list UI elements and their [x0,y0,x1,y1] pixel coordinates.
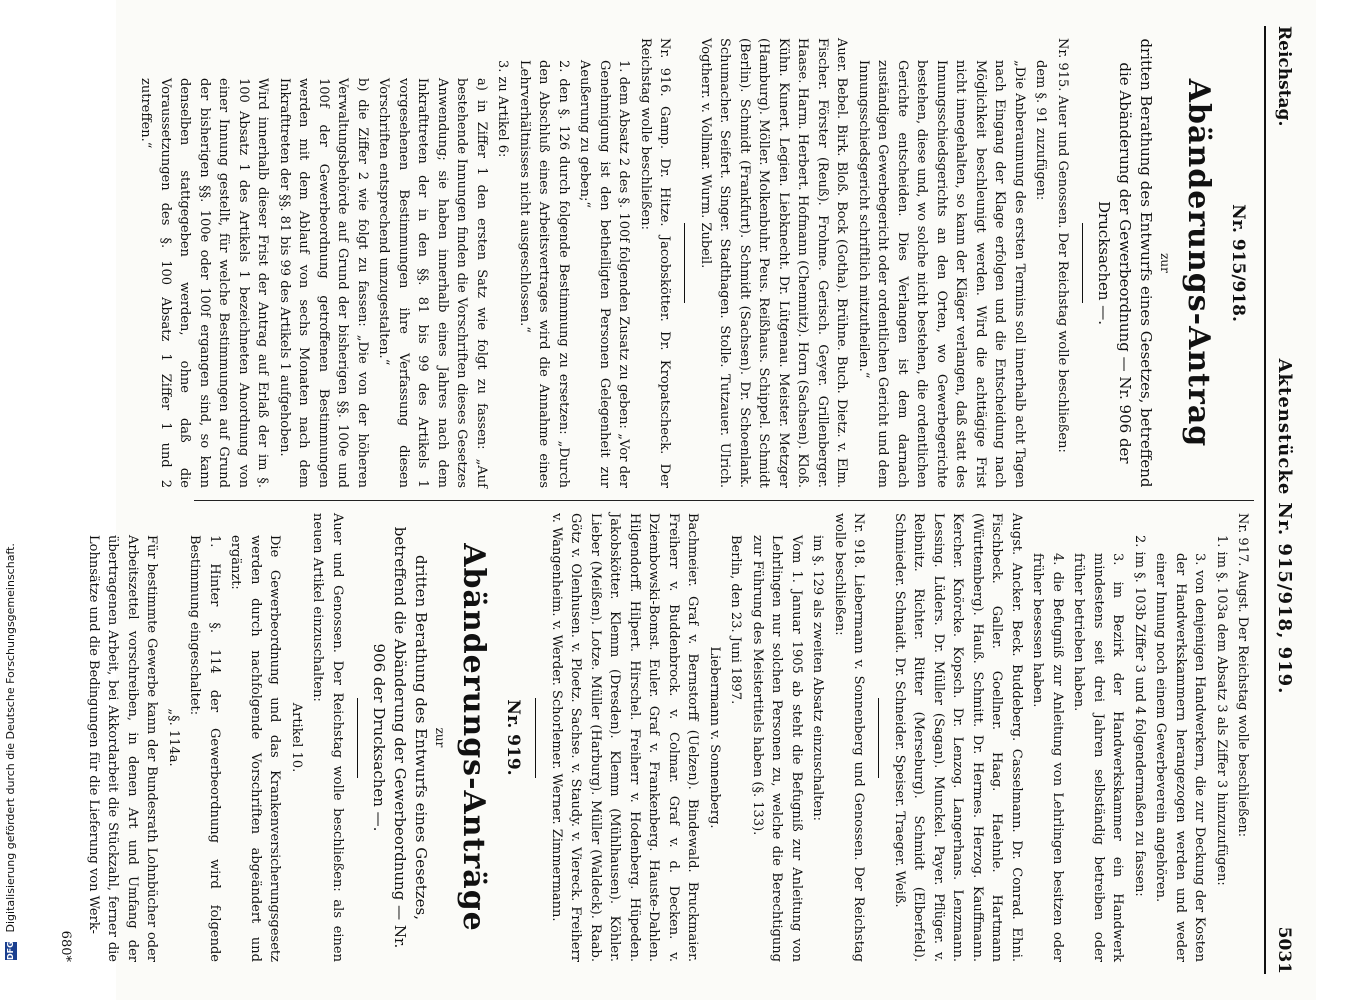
nr916-item-3b-continued: Wird innerhalb dieser Frist der Antrag auf Erlaß der im §. 100 Absatz 1 des Artikels 1 bezeichneten Anordnung von einer Innung gestellt, für welche Bestimmungen auf Grund der bisherigen §§. 100e oder 100f ergangen sind, so kann denselben stattgegeben werden, ohne daß die Voraussetzungen des §. 100 Absatz 1 Ziffer 1 und 2 zutreffen.“ [138,78,271,488]
digitization-footer [0,0,22,1000]
nr919-subtitle: dritten Berathung des Entwurfs eines Gesetzes, betreffend die Abänderung der Gewerbeordnung — Nr. 906 der Drucksachen —. [370,526,430,949]
divider [1082,223,1083,303]
nr915-para: dem §. 91 zuzufügen: [1033,60,1049,201]
nr917-item-1-quote: 3. von denjenigen Handwerkern, die zur Deckung der Kosten der Handwerkskammern herangezogen werden und weder einer Innung noch einem Gewerbeverein angehören. [1153,553,1208,962]
nr916-item-3a: a) in Ziffer 1 den ersten Satz wie folgt zu fassen: „Auf bestehende Innungen finden die Vorschriften dieses Gesetzes Anwendung; sie haben innerhalb eines Jahres nach dem Inkrafttreten der in den §§. 81 bis 99 des Artikels 1 vorgesehenen Bestimmungen ihre Verfassung diesen Vorschriften entsprechend umzugestalten.“ [376,78,489,488]
sheet-number: 680* [58,930,74,962]
section-title: Abänderungs-Antrag [1181,78,1216,448]
nr916-item-3b: b) die Ziffer 2 wie folgt zu fassen: „Die von der höheren Verwaltungsbehörde auf Grund der bisherigen §§. 100e und 100f der Gewerbeordnung getroffenen Bestimmungen werden mit dem Ablauf von sechs Monaten nach dem Inkrafttreten der §§. 81 bis 99 des Artikels 1 aufgehoben. [277,78,370,488]
nr919-zur: zur [433,727,447,748]
running-head-center: Aktenstücke Nr. 915/918, 919. [1274,358,1295,695]
scanned-page [58,0,1316,1000]
nr918-date: Berlin, den 23. Juni 1897. [728,535,744,705]
nr919-article-para: Die Gewerbeordnung und das Krankenversicherungsgesetz werden durch nachfolgende Vorschriften abgeändert und ergänzt: [228,535,283,962]
nr915-intro: Nr. 915. Auer und Genossen. Der Reichstag wolle beschließen: [1055,38,1070,453]
nr919-title: Abänderungs-Anträge [456,543,491,932]
dfg-logo-icon: DFG [6,941,15,960]
nr919-intro: Auer und Genossen. Der Reichstag wolle beschließen: als einen neuen Artikel einzuschalten: [310,513,345,962]
nr917-item-2: 2. im §. 103b Ziffer 3 und 4 folgendermaßen zu fassen: [1132,535,1147,897]
nr917-signatories: Augst. Ancker. Beck. Buddeberg. Casselmann. Dr. Conrad. Ehni. Fischbeck. Galler. Goellner. Haag. Haehnle. Hartmann (Württemberg). Hauß. Schmitt. Dr. Hermes. Herzog. Kauffmann. Kercher. Knörcke. Kopsch. Dr. Lenzog. Langerhans. Lenzmann. Lessing. Lüders. Dr. Müller (Sagan). Munckel. Payer. Pflüger. v. Reibnitz. Richter. Ritter (Merseburg). Schmidt (Elberfeld). Schmieder. Schnaidt. Dr. Schneider. Speiser. Traeger. Weiß. [892,513,1024,962]
nr918-para: im §. 129 als zweiten Absatz einzuschalten: [810,535,826,821]
nr919-item-1: 1. Hinter §. 114 der Gewerbeordnung wird folgende Bestimmung eingeschaltet: [187,535,222,962]
nr919-number: Nr. 919. [503,699,524,776]
section-subtitle: dritten Berathung des Entwurfs eines Gesetzes, betreffend die Abänderung der Gewerbeordnung — Nr. 906 der Drucksachen —. [1095,38,1155,488]
two-column-body [58,26,1255,974]
divider [357,698,358,778]
right-column [58,500,1255,974]
section-number: Nr. 915/918. [1228,204,1249,322]
nr916-item-2: 2. den §. 126 durch folgende Bestimmung zu ersetzen: „Durch den Abschluß eines Arbeitsvertrages wird die Annahme eines Lehrverhältnisses nicht ausgeschlossen.“ [517,60,571,488]
nr915-signatories: Auer. Bebel. Birk. Bloß. Bock (Gotha). Brühne. Buch. Dietz. v. Elm. Fischer. Förster (Reuß). Frohme. Gerisch. Geyer. Grillenberger. Haase. Harm. Herbert. Hofmann (Chemnitz). Horn (Sachsen). Kloß. Kühn. Kunert. Legien. Liebknecht. Dr. Lütgenau. Meister. Metzger (Hamburg). Möller. Molkenbuhr. Peus. Reißhaus. Schippel. Schmidt (Berlin). Schmidt (Frankfurt). Schmidt (Sachsen). Dr. Schoenlank. Schumacher. Seifert. Singer. Stadthagen. Stolle. Tutzauer. Ulrich. Vogtherr. v. Vollmar. Wurm. Zubeil. [698,38,850,488]
divider [685,223,686,303]
divider [536,698,537,778]
running-head [1265,26,1299,974]
nr917-item-2-4: 4. die Befugniß zur Anleitung von Lehrlingen besitzen oder früher besessen haben. [1030,553,1065,962]
nr916-intro: Nr. 916. Gamp. Dr. Hitze. Jacobskötter. Dr. Kropatscheck. Der Reichstag wolle beschließen: [638,38,673,488]
nr917-item-1: 1. im §. 103a dem Absatz 3 als Ziffer 3 hinzuzufügen: [1214,535,1229,886]
running-head-page: 5031 [1274,926,1294,974]
nr918-quote: Vom 1. Januar 1905 ab steht die Befugniß zur Anleitung von Lehrlingen nur solchen Personen zu, welche die Berechtigung zur Führung des Meistertitels haben (§. 133). [750,535,804,962]
nr915-quote: „Die Anberaumung des ersten Termins soll innerhalb acht Tagen nach Eingang der Klage erfolgen und die Entscheidung nach Möglichkeit beschleunigt werden. Wird die achttägige Frist nicht innegehalten, so kann der Kläger verlangen, daß statt des Innungsschiedsgerichts an den Orten, wo Gewerbegerichte bestehen, diese und, wo solche nicht bestehen, die ordentlichen Gerichte entscheiden. Dies Verlangen ist dem darnach zuständigen Gewerbegericht oder ordentlichen Gericht und dem Innungsschiedsgericht schriftlich mitzutheilen.“ [856,60,1027,488]
nr917-intro: Nr. 917. Augst. Der Reichstag wolle beschließen: [1235,513,1251,838]
nr918-signatories: Bachmeier. Graf v. Bernstorff (Uelzen). Bindewald. Bruckmaier. Freiherr v. Buddenbrock. v. Colmar. Graf v. d. Decken. v. Dziembowski-Bomst. Euler. Graf v. Frankenberg. Hauste-Dahlen. Hilgendorff. Hilpert. Hirschel. Freiherr v. Hodenberg. Hüpeden. Jakobskötter. Klemm (Dresden). Klemm (Mühlhausen). Köhler. Lieber (Meißen). Lotze. Müller (Harburg). Müller (Waldeck). Raab. Götz v. Olenhusen. v. Ploetz. Sachse. v. Staudy. v. Viereck. Freiherr v. Wangenheim. v. Werder. Schorlemer. Werner. Zimmermann. [549,513,701,962]
section-zur: zur [1158,253,1172,273]
nr918-intro: Nr. 918. Liebermann v. Sonnenberg und Genossen. Der Reichstag wolle beschließen: [832,513,867,962]
running-head-left: Reichstag. [1274,26,1294,127]
rotated-page-content [58,0,1316,1000]
nr916-item-3: 3. zu Artikel 6: [495,60,511,158]
nr919-article: Artikel 10. [289,702,304,773]
left-column [138,26,1255,500]
nr919-paragraph-text: Für bestimmte Gewerbe kann der Bundesrath Lohnbücher oder Arbeitszettel vorschreiben, in denen Art und Umfang der übertragenen Arbeit, bei Akkordarbeit die Stückzahl, ferner die Lohnsätze und die Bedingungen für die Lieferung von Werk- [86,535,160,962]
nr916-item-1: 1. dem Absatz 2 des §. 100f folgenden Zusatz zu geben: „Vor der Genehmigung ist den betheiligten Personen Gelegenheit zur Aeußerung zu geben;“ [577,60,632,488]
nr918-signer: Liebermann v. Sonnenberg. [707,646,722,829]
divider [879,698,880,778]
footer-text: Digitalisierung gefördert durch die Deutsche Forschungsgemeinschaft. [4,543,17,933]
nr917-item-2-3: 3. im Bezirk der Handwerkskammer ein Handwerk mindestens seit drei Jahren selbständig betreiben oder früher betrieben haben. [1071,553,1126,962]
nr919-paragraph-head: „§. 114a. [166,708,181,767]
